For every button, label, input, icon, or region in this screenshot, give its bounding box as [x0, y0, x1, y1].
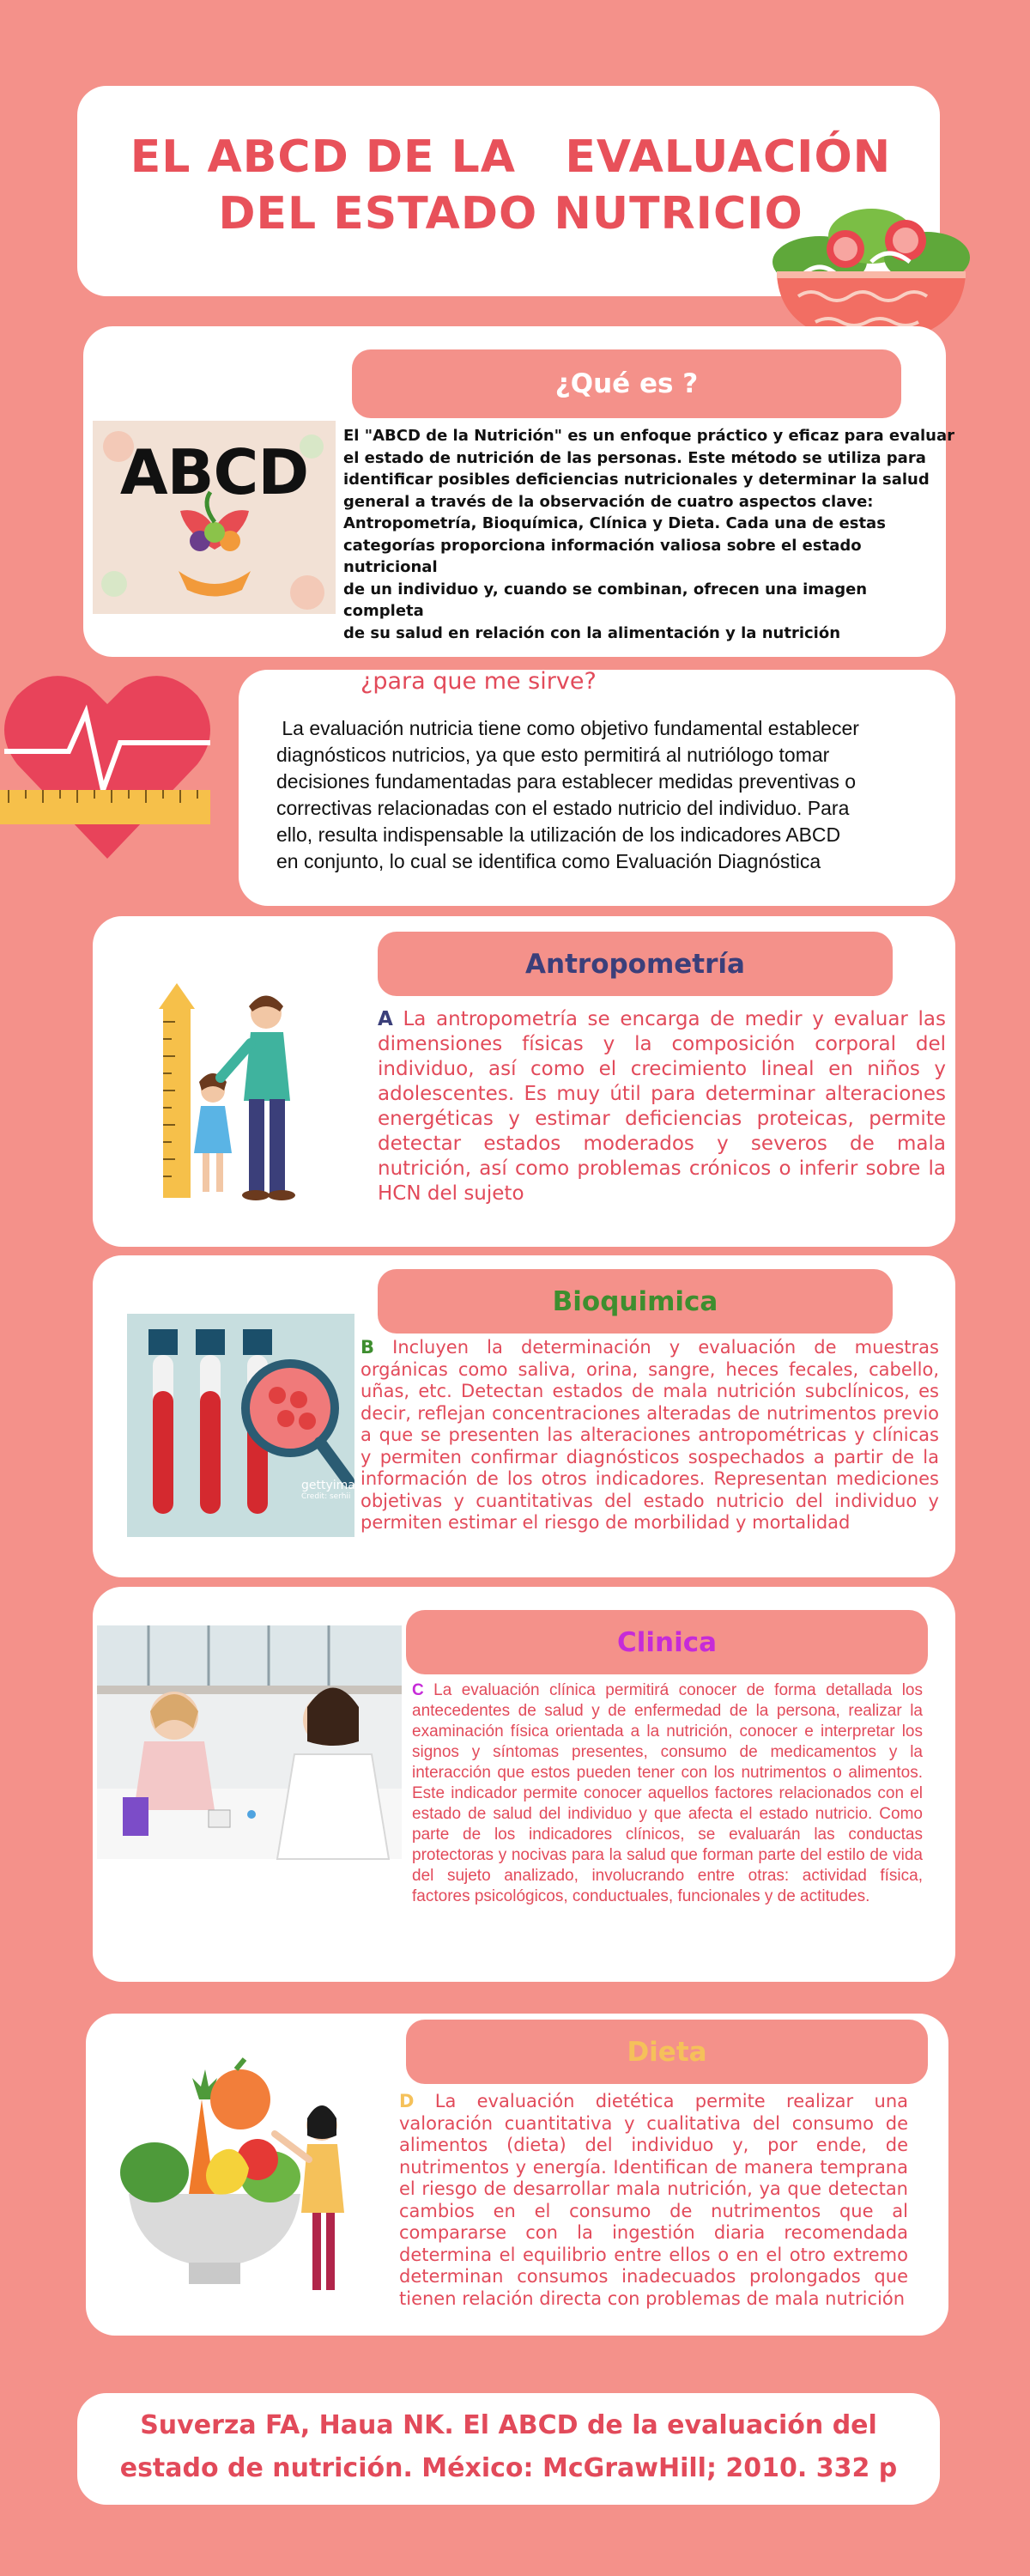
clinic-consultation-image: [97, 1625, 402, 1859]
que-es-line: identificar posibles deficiencias nutricionales y determinar la salud: [343, 471, 930, 489]
title-line-1: EL ABCD DE LA EVALUACIÓN: [130, 131, 892, 183]
antropometria-body: La antropometría se encarga de medir y evaluar las dimensiones físicas y la composición corporal del individuo, así como el crecimiento lineal en niños y adolescentes. Es muy útil para determinar alteraciones energéticas y estimar deficiencias proteicas, permite detectar estados moderados y severos de mala nutrición, así como problemas crónicos o inferir sobre la HCN del sujeto: [378, 1008, 946, 1205]
antropometria-letter: A: [378, 1008, 393, 1030]
heart-icon: [0, 661, 215, 863]
que-es-heading: ¿Qué es ?: [352, 349, 901, 418]
clinica-heading: Clinica: [406, 1610, 928, 1674]
title-line-2: DEL ESTADO NUTRICIO: [218, 188, 803, 240]
que-es-line: categorías proporciona información valiosa sobre el estado: [343, 536, 862, 555]
para-que-line: decisiones fundamentadas para establecer medidas preventivas o: [276, 770, 857, 793]
clinica-body: La evaluación clínica permitirá conocer de forma detallada los antecedentes de salud y de enfermedad de la persona, realizar la examinación física orientada a la nutrición, conocer e interpretar los signos y síntomas presentes, consumo de medicamentos y la interacción que estos pueden tener con los nutrimentos o alimentos. Este indicador permite conocer aquellos factores relacionados con el estado de salud del individuo y que afecta el estado nutricio. Como parte de los indicadores clínicos, se evaluarán las conductas protectoras y nocivas para la salud que forman parte del estilo de vida del sujeto analizado, involucrando entre otras: actividad física, factores psicológicos, conductuales, funcionales y de actitudes.: [412, 1681, 923, 1905]
que-es-line: general a través de la observación de cuatro aspectos clave:: [343, 492, 874, 511]
abcd-image: [93, 421, 336, 614]
dieta-body: La evaluación dietética permite realizar una valoración cuantitativa y cualitativa del consumo de alimentos (dieta) del individuo y, por ende, de nutrimentos y energía. Identifican de manera temprana el riesgo de desarrollar mala nutrición, ya que detectan cambios en el consumo de nutrimentos que al compararse con la ingestión diaria recomendada determina el equilibrio entre ellos o en el otro extremo determinan consumos inadecuados prolongados que tienen relación directa con problemas de mala nutrición: [399, 2091, 908, 2309]
clinica-text: [412, 1680, 923, 1907]
height-measurement-illustration: [154, 979, 318, 1202]
que-es-line: nutricional: [343, 558, 438, 576]
reference-line-1: Suverza FA, Haua NK. El ABCD de la evaluación del: [140, 2410, 877, 2440]
que-es-line: El "ABCD de la Nutrición" es un enfoque práctico y eficaz para evaluar: [343, 427, 954, 445]
bioquimica-letter: B: [360, 1337, 375, 1358]
que-es-line: Antropometría, Bioquímica, Clínica y Dieta. Cada una de estas: [343, 514, 886, 532]
reference-line-2: estado de nutrición. México: McGrawHill; 2010. 332 p: [119, 2453, 898, 2483]
watermark-brand: gettyimages: [301, 1479, 377, 1492]
watermark-credit: Credit: serhii: [301, 1492, 351, 1501]
dieta-heading: Dieta: [406, 2020, 928, 2084]
para-que-line: ello, resulta indispensable la utilización de los indicadores ABCD: [276, 823, 841, 846]
para-que-line: diagnósticos nutricios, ya que esto permitirá al nutriólogo tomar: [276, 744, 830, 766]
dieta-text: [399, 2091, 908, 2310]
blood-tubes-image: [127, 1314, 377, 1537]
para-que-text: [276, 715, 954, 875]
abcd-image-text: ABCD: [119, 436, 309, 508]
para-que-line: La evaluación nutricia tiene como objetivo fundamental establecer: [276, 717, 859, 739]
bioquimica-body: Incluyen la determinación y evaluación de muestras orgánicas como saliva, orina, sangre, heces fecales, cabello, uñas, etc. Detectan estados de mala nutrición subclínicos, es decir, reflejan concentraciones alteradas de nutrimentos previo a que se presenten las alteraciones antropométricas y clínicas y permiten confirmar diagnósticos sospechados a partir de la información de los otros indicadores. Representan mediciones objetivas y cuantitativas del estado nutricio del individuo y permiten estimar el riesgo de morbilidad y mortalidad: [360, 1337, 939, 1533]
que-es-line: de su salud en relación con la alimentación y la nutrición: [343, 623, 841, 642]
clinica-letter: C: [412, 1681, 424, 1699]
vegetable-bowl-illustration: [103, 2057, 360, 2314]
para-que-line: correctivas relacionadas con el estado nutricio del individuo. Para: [276, 797, 850, 819]
dieta-letter: D: [399, 2091, 415, 2111]
que-es-line: de un individuo y, cuando se combinan, ofrecen una imagen: [343, 580, 868, 598]
reference-text: [77, 2404, 940, 2490]
para-que-heading: ¿para que me sirve?: [360, 668, 597, 695]
bioquimica-heading: Bioquimica: [378, 1269, 893, 1334]
que-es-line: el estado de nutrición de las personas. Este método se utiliza para: [343, 448, 926, 467]
bioquimica-text: [360, 1337, 939, 1534]
que-es-text: [343, 425, 954, 644]
que-es-line: completa: [343, 602, 424, 620]
para-que-line: en conjunto, lo cual se identifica como Evaluación Diagnóstica: [276, 850, 821, 872]
antropometria-heading: Antropometría: [378, 932, 893, 996]
antropometria-text: [378, 1007, 946, 1206]
